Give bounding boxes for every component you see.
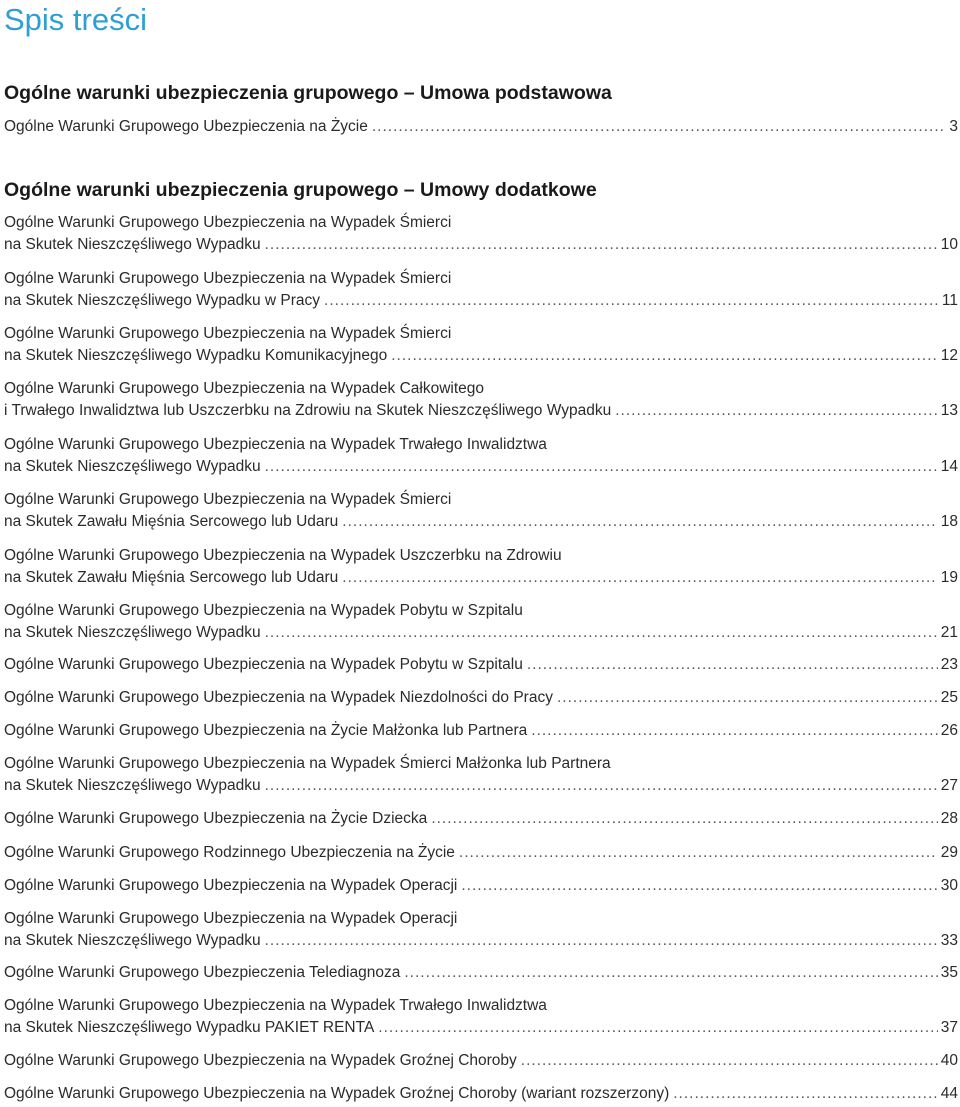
toc-entry-title: Ogólne Warunki Grupowego Ubezpieczenia na Życie Dziecka	[4, 810, 428, 827]
toc-entry[interactable]	[4, 875, 958, 897]
toc-entry[interactable]	[4, 808, 958, 830]
toc-entry[interactable]	[4, 268, 958, 312]
dot-leader	[531, 720, 937, 742]
dot-leader	[265, 456, 938, 478]
toc-page-number: 37	[940, 1019, 958, 1036]
toc-entry-title: Ogólne Warunki Grupowego Ubezpieczenia na Wypadek Śmierci	[4, 491, 452, 508]
toc-entry-title-cont: na Skutek Nieszczęśliwego Wypadku Komunikacyjnego	[4, 347, 388, 364]
toc-page-number: 35	[940, 964, 958, 981]
toc-entry-title-cont: i Trwałego Inwalidztwa lub Uszczerbku na Zdrowiu na Skutek Nieszczęśliwego Wypadku	[4, 402, 612, 419]
toc-entry-title-cont: na Skutek Nieszczęśliwego Wypadku PAKIET RENTA	[4, 1019, 375, 1036]
toc-entry[interactable]	[4, 434, 958, 478]
section-heading: Ogólne warunki ubezpieczenia grupowego – Umowy dodatkowe	[4, 179, 597, 201]
toc-entry[interactable]	[4, 545, 958, 589]
dot-leader	[265, 622, 938, 644]
toc-page-number: 27	[940, 777, 958, 794]
toc-page-number: 3	[949, 118, 958, 135]
toc-page-number: 25	[940, 689, 958, 706]
dot-leader	[378, 1017, 937, 1039]
toc-entry-title: Ogólne Warunki Grupowego Ubezpieczenia na Wypadek Pobytu w Szpitalu	[4, 602, 523, 619]
toc-entry-title-cont: na Skutek Nieszczęśliwego Wypadku	[4, 236, 261, 253]
toc-entry[interactable]	[4, 842, 958, 864]
toc-page-number: 11	[941, 292, 958, 309]
toc-entry[interactable]	[4, 962, 958, 984]
toc-entry-title: Ogólne Warunki Grupowego Ubezpieczenia na Wypadek Uszczerbku na Zdrowiu	[4, 547, 562, 564]
toc-entry-title-cont: na Skutek Zawału Mięśnia Sercowego lub Udaru	[4, 513, 339, 530]
dot-leader	[342, 511, 937, 533]
dot-leader	[527, 654, 938, 676]
toc-page-number: 14	[940, 458, 958, 475]
toc-entry-title: Ogólne Warunki Grupowego Ubezpieczenia na Życie	[4, 118, 368, 135]
toc-entry-title: Ogólne Warunki Grupowego Ubezpieczenia na Wypadek Niezdolności do Pracy	[4, 689, 553, 706]
dot-leader	[521, 1050, 938, 1072]
toc-entry[interactable]	[4, 1083, 958, 1105]
toc-page-number: 33	[940, 932, 958, 949]
toc-page-number: 12	[940, 347, 958, 364]
toc-entry[interactable]	[4, 654, 958, 676]
dot-leader	[431, 808, 937, 830]
toc-entry[interactable]	[4, 212, 958, 256]
toc-page-number: 40	[940, 1052, 958, 1069]
toc-entry-title-cont: na Skutek Nieszczęśliwego Wypadku w Pracy	[4, 292, 321, 309]
page-title: Spis treści	[4, 2, 147, 37]
toc-entry[interactable]	[4, 995, 958, 1039]
dot-leader	[265, 930, 938, 952]
toc-entry-title: Ogólne Warunki Grupowego Ubezpieczenia na Wypadek Trwałego Inwalidztwa	[4, 997, 547, 1014]
toc-entry[interactable]	[4, 753, 958, 797]
dot-leader	[342, 567, 937, 589]
toc-page-number: 13	[940, 402, 958, 419]
toc-entry-title: Ogólne Warunki Grupowego Ubezpieczenia na Wypadek Śmierci	[4, 270, 452, 287]
toc-entry-title: Ogólne Warunki Grupowego Ubezpieczenia na Wypadek Całkowitego	[4, 380, 485, 397]
toc-entry-title: Ogólne Warunki Grupowego Ubezpieczenia Telediagnoza	[4, 964, 401, 981]
section-heading: Ogólne warunki ubezpieczenia grupowego – Umowa podstawowa	[4, 82, 612, 104]
toc-entry-title: Ogólne Warunki Grupowego Ubezpieczenia na Wypadek Operacji	[4, 910, 458, 927]
toc-entry-title: Ogólne Warunki Grupowego Rodzinnego Ubezpieczenia na Życie	[4, 844, 455, 861]
toc-entry-title-cont: na Skutek Nieszczęśliwego Wypadku	[4, 458, 261, 475]
dot-leader	[615, 400, 938, 422]
toc-entry[interactable]	[4, 908, 958, 952]
dot-leader	[459, 842, 938, 864]
toc-entry[interactable]	[4, 378, 958, 422]
dot-leader	[391, 345, 938, 367]
toc-entry-title: Ogólne Warunki Grupowego Ubezpieczenia na Wypadek Śmierci	[4, 325, 452, 342]
toc-page-number: 18	[940, 513, 958, 530]
toc-entry-title: Ogólne Warunki Grupowego Ubezpieczenia na Wypadek Operacji	[4, 877, 458, 894]
toc-entry-title-cont: na Skutek Nieszczęśliwego Wypadku	[4, 932, 261, 949]
toc-entry-title: Ogólne Warunki Grupowego Ubezpieczenia na Wypadek Groźnej Choroby (wariant rozszerzony)	[4, 1085, 670, 1102]
toc-entry-title: Ogólne Warunki Grupowego Ubezpieczenia na Wypadek Śmierci	[4, 214, 452, 231]
dot-leader	[461, 875, 937, 897]
dot-leader	[404, 962, 937, 984]
toc-page-number: 26	[940, 722, 958, 739]
toc-entry-title-cont: na Skutek Zawału Mięśnia Sercowego lub Udaru	[4, 569, 339, 586]
dot-leader	[557, 687, 938, 709]
toc-page-number: 10	[940, 236, 958, 253]
toc-entry-title-cont: na Skutek Nieszczęśliwego Wypadku	[4, 777, 261, 794]
toc-entry[interactable]	[4, 1050, 958, 1072]
toc-page-number: 44	[940, 1085, 958, 1102]
dot-leader	[265, 775, 938, 797]
dot-leader	[324, 290, 939, 312]
dot-leader	[265, 234, 938, 256]
toc-entry-title: Ogólne Warunki Grupowego Ubezpieczenia na Wypadek Trwałego Inwalidztwa	[4, 436, 547, 453]
toc-page-number: 29	[940, 844, 958, 861]
toc-entry[interactable]	[4, 489, 958, 533]
toc-entry[interactable]	[4, 323, 958, 367]
toc-entry[interactable]	[4, 687, 958, 709]
dot-leader	[372, 116, 947, 138]
toc-page-number: 28	[940, 810, 958, 827]
toc-entry-title: Ogólne Warunki Grupowego Ubezpieczenia na Wypadek Pobytu w Szpitalu	[4, 656, 523, 673]
toc-entry[interactable]	[4, 116, 958, 138]
toc-page-number: 21	[940, 624, 958, 641]
toc-entry[interactable]	[4, 720, 958, 742]
toc-entry[interactable]	[4, 600, 958, 644]
dot-leader	[673, 1083, 938, 1105]
toc-entry-title: Ogólne Warunki Grupowego Ubezpieczenia na Życie Małżonka lub Partnera	[4, 722, 528, 739]
toc-page-number: 23	[940, 656, 958, 673]
toc-page-number: 19	[940, 569, 958, 586]
toc-page-number: 30	[940, 877, 958, 894]
toc-entry-title: Ogólne Warunki Grupowego Ubezpieczenia na Wypadek Groźnej Choroby	[4, 1052, 517, 1069]
toc-entry-title: Ogólne Warunki Grupowego Ubezpieczenia na Wypadek Śmierci Małżonka lub Partnera	[4, 755, 611, 772]
toc-entry-title-cont: na Skutek Nieszczęśliwego Wypadku	[4, 624, 261, 641]
